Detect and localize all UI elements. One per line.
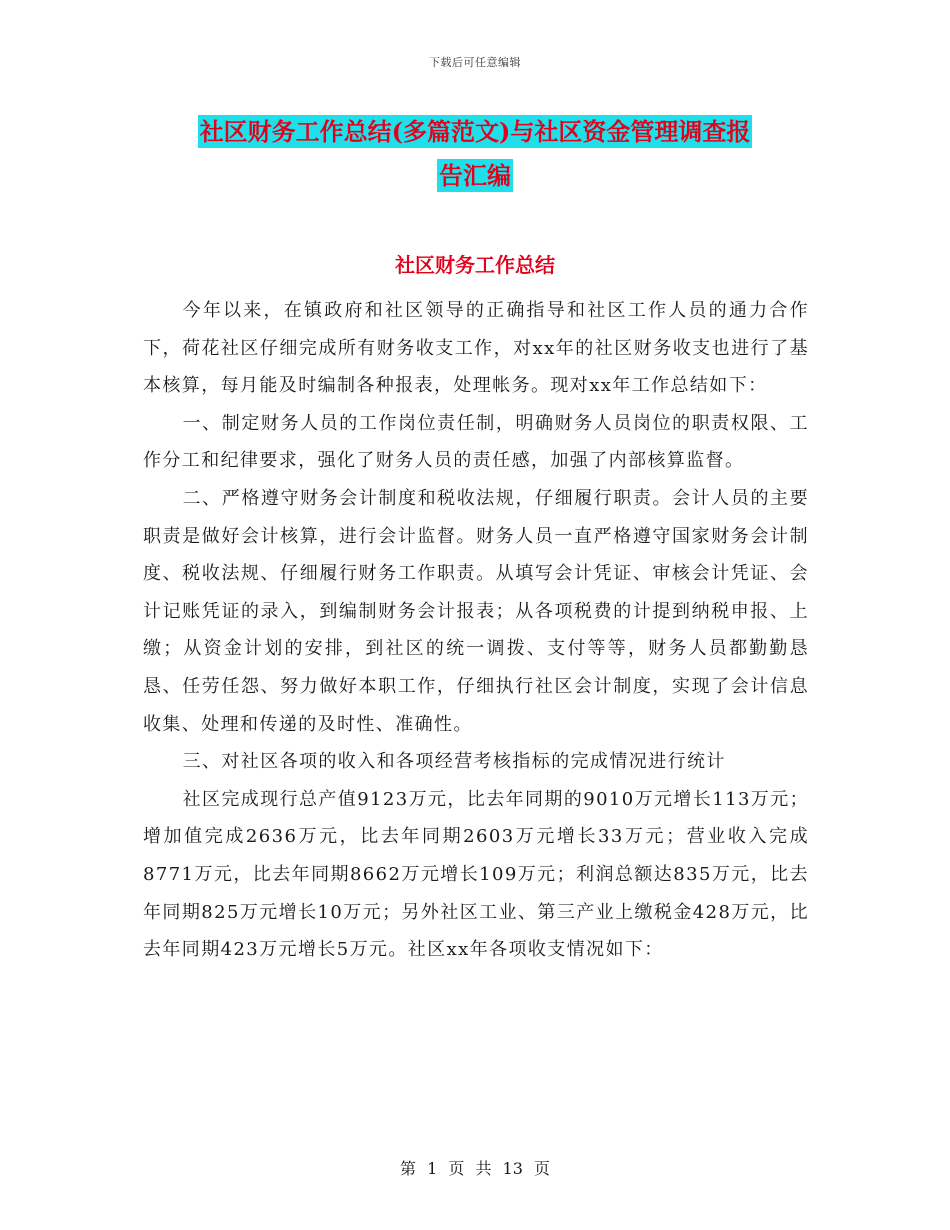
page-footer: 第 1 页 共 13 页 (400, 1159, 550, 1178)
document-title (0, 110, 950, 198)
paragraph-item-3: 三、对社区各项的收入和各项经营考核指标的完成情况进行统计 (182, 751, 726, 773)
page-header: 下载后可任意编辑 (429, 56, 521, 69)
paragraph-statistics: 社区完成现行总产值9123万元，比去年同期的9010万元增长113万元；增加值完成2636万元，比去年同期2603万元增长33万元；营业收入完成8771万元，比去年同期8662万元增长109万元；利润总额达835万元，比去年同期825万元增长10万元；另外社区工业、第三产业上缴税金428万元，比去年同期423万元增长5万元。社区xx年各项收支情况如下： (143, 788, 809, 961)
paragraph-item-1: 一、制定财务人员的工作岗位责任制，明确财务人员岗位的职责权限、工作分工和纪律要求，强化了财务人员的责任感，加强了内部核算监督。 (143, 412, 809, 472)
section-title: 社区财务工作总结 (395, 253, 555, 277)
document-body (143, 292, 809, 969)
paragraph-intro: 今年以来，在镇政府和社区领导的正确指导和社区工作人员的通力合作下，荷花社区仔细完成所有财务收支工作，对xx年的社区财务收支也进行了基本核算，每月能及时编制各种报表，处理帐务。现对xx年工作总结如下： (143, 300, 809, 397)
paragraph-item-2: 二、严格遵守财务会计制度和税收法规，仔细履行职责。会计人员的主要职责是做好会计核算，进行会计监督。财务人员一直严格遵守国家财务会计制度、税收法规、仔细履行财务工作职责。从填写会计凭证、审核会计凭证、会计记账凭证的录入，到编制财务会计报表；从各项税费的计提到纳税申报、上缴；从资金计划的安排，到社区的统一调拨、支付等等，财务人员都勤勤恳恳、任劳任怨、努力做好本职工作，仔细执行社区会计制度，实现了会计信息收集、处理和传递的及时性、准确性。 (143, 487, 809, 735)
document-title-line-2: 告汇编 (439, 161, 511, 190)
document-title-line-1: 社区财务工作总结(多篇范文)与社区资金管理调查报 (199, 117, 751, 146)
